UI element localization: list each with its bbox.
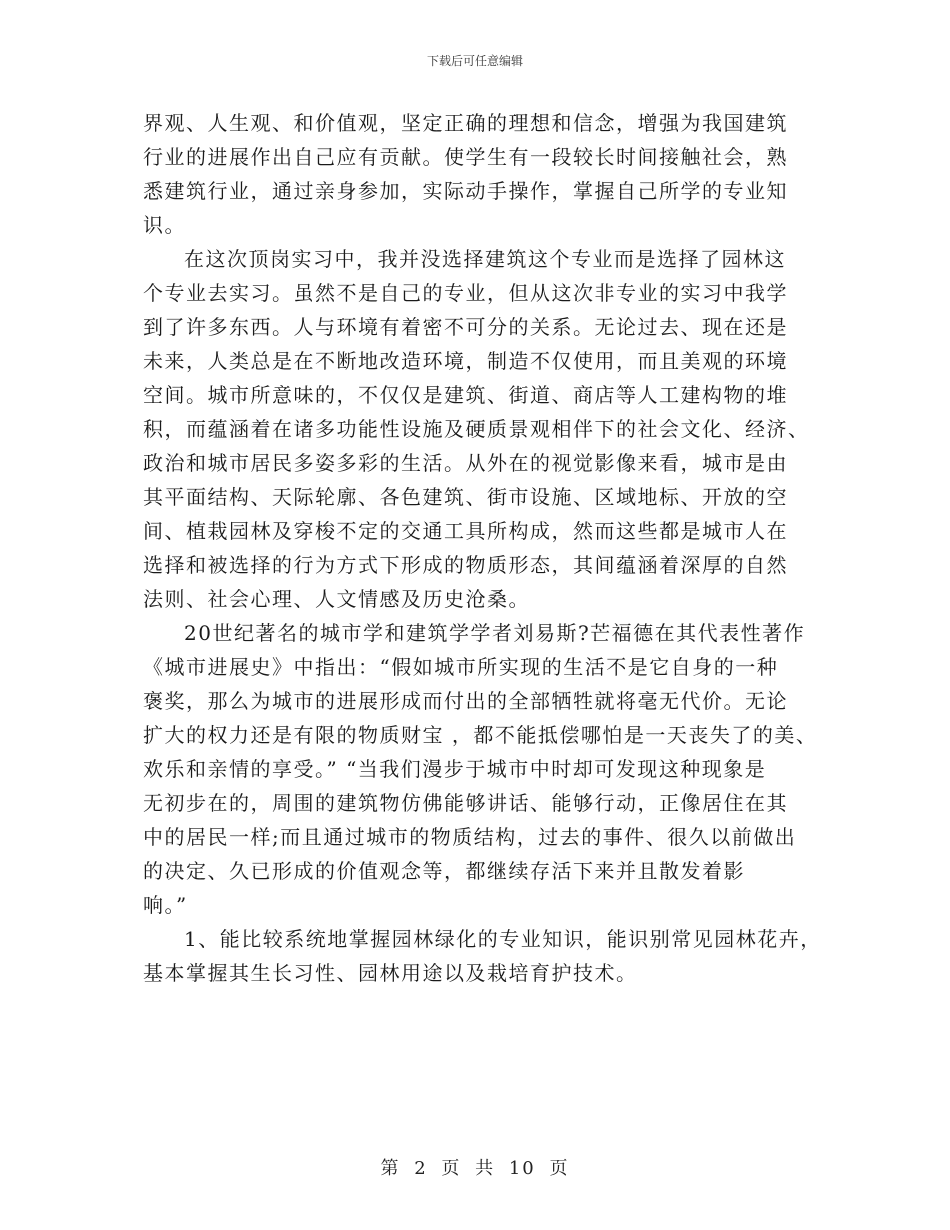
text-line: 褒奖，那么为城市的进展形成而付出的全部牺牲就将毫无代价。无论 — [143, 689, 788, 713]
text-line: 政治和城市居民多姿多彩的生活。从外在的视觉影像来看，城市是由 — [143, 451, 788, 475]
text-line: 识。 — [143, 213, 186, 237]
text-line: 中的居民一样;而且通过城市的物质结构，过去的事件、很久以前做出 — [143, 825, 797, 849]
text-line: 个专业去实习。虽然不是自己的专业，但从这次非专业的实习中我学 — [143, 281, 788, 305]
text-line: 行业的进展作出自己应有贡献。使学生有一段较长时间接触社会，熟 — [143, 145, 788, 169]
text-line: 其平面结构、天际轮廓、各色建筑、街市设施、区域地标、开放的空 — [143, 485, 788, 509]
document-body — [143, 106, 823, 990]
text-line: 未来，人类总是在不断地改造环境，制造不仅使用，而且美观的环境 — [143, 349, 788, 373]
text-line: 界观、人生观、和价值观，坚定正确的理想和信念，增强为我国建筑 — [143, 111, 788, 135]
paragraph-start-line: 1、能比较系统地掌握园林绿化的专业知识，能识别常见园林花卉， — [184, 927, 822, 951]
text-line: 悉建筑行业，通过亲身参加，实际动手操作，掌握自己所学的专业知 — [143, 179, 788, 203]
text-line: 间、植栽园林及穿梭不定的交通工具所构成，然而这些都是城市人在 — [143, 519, 788, 543]
text-line: 扩大的权力还是有限的物质财宝 ，都不能抵偿哪怕是一天丧失了的美、 — [143, 723, 818, 747]
text-line: 选择和被选择的行为方式下形成的物质形态，其间蕴涵着深厚的自然 — [143, 553, 788, 577]
text-line: 法则、社会心理、人文情感及历史沧桑。 — [143, 587, 530, 611]
page-header: 下载后可任意编辑 — [426, 54, 523, 68]
text-line: 的决定、久已形成的价值观念等，都继续存活下来并且散发着影 — [143, 859, 745, 883]
text-line: 空间。城市所意味的，不仅仅是建筑、街道、商店等人工建构物的堆 — [143, 383, 788, 407]
text-line: 欢乐和亲情的享受。” “当我们漫步于城市中时却可发现这种现象是 — [143, 757, 767, 781]
text-line: 基本掌握其生长习性、园林用途以及栽培育护技术。 — [143, 961, 638, 985]
text-line: 响。” — [143, 893, 188, 917]
text-line: 到了许多东西。人与环境有着密不可分的关系。无论过去、现在还是 — [143, 315, 788, 339]
text-line: 无初步在的，周围的建筑物仿佛能够讲话、能够行动，正像居住在其 — [143, 791, 788, 815]
paragraph-start-line: 20世纪著名的城市学和建筑学学者刘易斯?芒福德在其代表性著作 — [184, 621, 806, 645]
page-number-footer: 第 2 页 共 10 页 — [380, 1158, 570, 1179]
text-line: 《城市进展史》中指出：“假如城市所实现的生活不是它自身的一种 — [143, 655, 779, 679]
paragraph-start-line: 在这次顶岗实习中，我并没选择建筑这个专业而是选择了园林这 — [184, 247, 786, 271]
text-line: 积，而蕴涵着在诸多功能性设施及硬质景观相伴下的社会文化、经济、 — [143, 417, 810, 441]
